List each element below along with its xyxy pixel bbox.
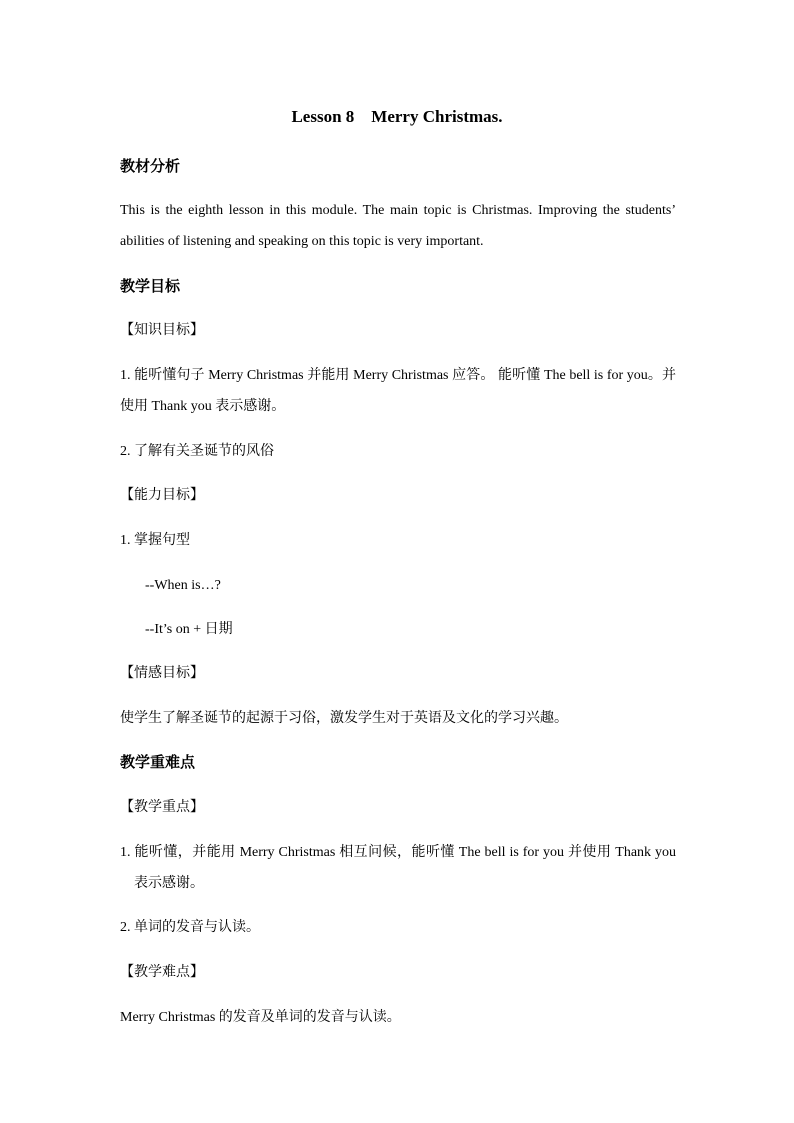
sentence-pattern-2: --It’s on + 日期 bbox=[145, 622, 233, 637]
sentence-pattern-1: --When is…? bbox=[145, 578, 221, 593]
knowledge-item-1-line-2: 使用 Thank you 表示感谢。 bbox=[120, 399, 286, 414]
ability-objective-label: 【能力目标】 bbox=[120, 488, 204, 503]
key-difficult-heading: 教学重难点 bbox=[120, 755, 196, 771]
objectives-heading: 教学目标 bbox=[120, 279, 181, 295]
teaching-difficult-text: Merry Christmas 的发音及单词的发音与认读。 bbox=[120, 1010, 401, 1025]
teaching-key-item-1-line-2: 表示感谢。 bbox=[134, 876, 204, 891]
teaching-key-label: 【教学重点】 bbox=[120, 800, 204, 815]
teaching-key-item-2: 2. 单词的发音与认读。 bbox=[120, 920, 260, 935]
page-title: Lesson 8 Merry Christmas. bbox=[291, 107, 503, 126]
knowledge-objective-label: 【知识目标】 bbox=[120, 323, 204, 338]
analysis-line-2: abilities of listening and speaking on this topic is very important. bbox=[120, 234, 484, 249]
knowledge-item-1-line-1: 1. 能听懂句子 Merry Christmas 并能用 Merry Christmas 应答。 能听懂 The bell is for you。并 bbox=[120, 368, 676, 383]
emotion-objective-label: 【情感目标】 bbox=[120, 666, 204, 681]
analysis-line-1: This is the eighth lesson in this module. The main topic is Christmas. Improving the students’ bbox=[120, 203, 676, 218]
emotion-objective-text: 使学生了解圣诞节的起源于习俗，激发学生对于英语及文化的学习兴趣。 bbox=[120, 711, 568, 726]
ability-item-1: 1. 掌握句型 bbox=[120, 533, 190, 548]
teaching-key-item-1-line-1: 1. 能听懂，并能用 Merry Christmas 相互问候，能听懂 The bell is for you 并使用 Thank you bbox=[120, 845, 676, 860]
analysis-heading: 教材分析 bbox=[120, 159, 181, 175]
teaching-difficult-label: 【教学难点】 bbox=[120, 965, 204, 980]
knowledge-item-2: 2. 了解有关圣诞节的风俗 bbox=[120, 444, 274, 459]
